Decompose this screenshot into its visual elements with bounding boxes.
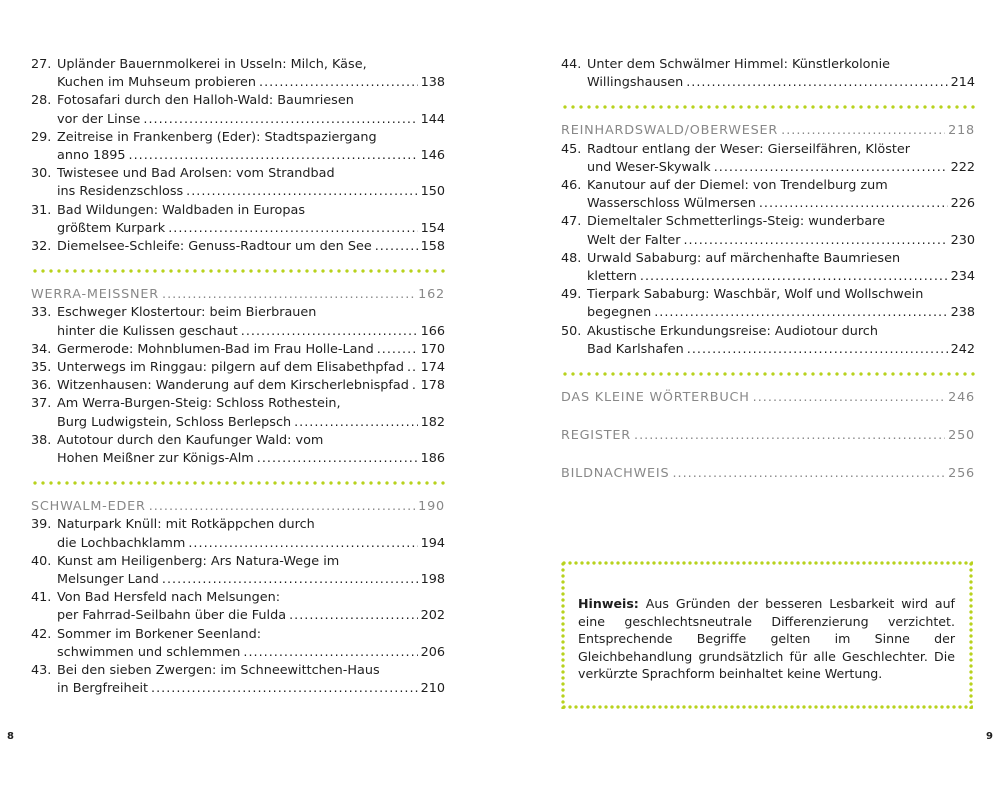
- leader-dots: [243, 644, 417, 662]
- entry-number: 42.: [31, 626, 52, 642]
- entry-number: 36.: [31, 378, 52, 394]
- entry-title-cont: Kuchen im Muhseum probieren: [57, 75, 257, 91]
- entry-title: Unterwegs im Ringgau: pilgern auf dem Elisabethpfad: [57, 360, 404, 376]
- toc-entry[interactable]: [31, 202, 445, 238]
- toc-group: [31, 304, 445, 468]
- entry-title-cont: und Weser-Skywalk: [587, 159, 711, 175]
- entry-title-cont: Melsunger Land: [57, 572, 159, 588]
- leader-dots: [294, 414, 417, 432]
- entry-page: 154: [420, 220, 445, 236]
- entry-title: Kunst am Heiligenberg: Ars Natura-Wege im: [57, 553, 340, 569]
- leader-dots: [151, 680, 418, 698]
- entry-page: 230: [950, 232, 975, 248]
- appendix-bildnachweis[interactable]: [561, 465, 975, 483]
- spacer: [561, 407, 975, 427]
- entry-title: Unter dem Schwälmer Himmel: Künstlerkolonie: [587, 57, 891, 72]
- entry-title: Diemeltaler Schmetterlings-Steig: wunderbare: [587, 214, 886, 230]
- leader-dots: [143, 111, 417, 129]
- leader-dots: [162, 286, 415, 304]
- entry-page: 214: [950, 75, 975, 91]
- toc-entry[interactable]: [561, 323, 975, 359]
- entry-page: 170: [420, 341, 445, 357]
- toc-entry[interactable]: [31, 553, 445, 589]
- entry-title-cont: hinter die Kulissen geschaut: [57, 323, 238, 339]
- entry-number: 43.: [31, 663, 52, 679]
- toc-entry[interactable]: [31, 395, 445, 431]
- leader-dots: [640, 268, 948, 286]
- entry-title: Am Werra-Burgen-Steig: Schloss Rothestein,: [57, 396, 341, 412]
- entry-title-cont: Bad Karlshafen: [587, 341, 684, 357]
- entry-title: Zeitreise in Frankenberg (Eder): Stadtspaziergang: [57, 129, 377, 145]
- toc-group: [31, 56, 445, 256]
- leader-dots: [759, 195, 948, 213]
- toc-left-column: [31, 56, 445, 699]
- entry-page: 194: [420, 535, 445, 551]
- leader-dots: [753, 389, 946, 407]
- entry-page: 202: [420, 608, 445, 624]
- section-title: SCHWALM-EDER: [31, 499, 146, 515]
- entry-title-cont: per Fahrrad-Seilbahn über die Fulda: [57, 608, 287, 624]
- leader-dots: [377, 341, 418, 359]
- toc-entry[interactable]: [561, 213, 975, 249]
- appendix-page: 256: [948, 466, 975, 482]
- leader-dots: [714, 159, 948, 177]
- entry-title-cont: Welt der Falter: [587, 232, 681, 248]
- section-page: 190: [418, 499, 445, 515]
- entry-page: 146: [420, 148, 445, 164]
- toc-entry[interactable]: [561, 141, 975, 177]
- entry-title: Upländer Bauernmolkerei in Usseln: Milch, Käse,: [57, 57, 367, 72]
- entry-page: 198: [420, 572, 445, 588]
- entry-number: 38.: [31, 432, 52, 448]
- leader-dots: [188, 535, 417, 553]
- hinweis-body: Aus Gründen der besseren Lesbarkeit wird auf eine geschlechtsneutrale Differenzierung verzichtet. Entsprechende Begriffe gelten im Sinne der Gleichbehandlung grundsätzlich für alle Geschlechter. Die verkürzte Sprachform beinhaltet keine Wertung.: [578, 596, 955, 681]
- dotted-divider: [561, 372, 975, 376]
- entry-number: 29.: [31, 129, 52, 145]
- entry-title-cont: vor der Linse: [57, 111, 141, 127]
- entry-page: 226: [950, 196, 975, 212]
- entry-number: 31.: [31, 202, 52, 218]
- dotted-divider: [31, 481, 445, 485]
- leader-dots: [781, 122, 945, 140]
- entry-title: Twistesee und Bad Arolsen: vom Strandbad: [57, 166, 335, 182]
- entry-title: Autotour durch den Kaufunger Wald: vom: [57, 432, 324, 448]
- section-heading-werra-meissner[interactable]: [31, 286, 445, 304]
- section-page: 162: [418, 287, 445, 303]
- entry-title-cont: größtem Kurpark: [57, 220, 166, 236]
- appendix-woerterbuch[interactable]: [561, 389, 975, 407]
- toc-entry[interactable]: [31, 129, 445, 165]
- entry-title: Germerode: Mohnblumen-Bad im Frau Holle-Land: [57, 341, 374, 357]
- entry-page: 158: [420, 239, 445, 255]
- entry-number: 30.: [31, 166, 52, 182]
- toc-entry[interactable]: [561, 177, 975, 213]
- leader-dots: [407, 359, 418, 377]
- entry-number: 47.: [561, 214, 582, 230]
- appendix-title: BILDNACHWEIS: [561, 466, 670, 482]
- entry-title: Radtour entlang der Weser: Gierseilfähren, Klöster: [587, 141, 911, 157]
- page-number-left: 8: [7, 731, 14, 742]
- entry-number: 46.: [561, 178, 582, 194]
- toc-entry[interactable]: [561, 56, 975, 92]
- leader-dots: [672, 465, 945, 483]
- entry-number: 32.: [31, 239, 52, 255]
- leader-dots: [241, 323, 418, 341]
- leader-dots: [634, 427, 945, 445]
- entry-title: Sommer im Borkener Seenland:: [57, 626, 262, 642]
- dotted-divider: [31, 269, 445, 273]
- toc-entry[interactable]: [31, 238, 445, 256]
- entry-title: Fotosafari durch den Halloh-Wald: Baumriesen: [57, 93, 354, 109]
- leader-dots: [289, 607, 418, 625]
- hinweis-box: [561, 561, 973, 709]
- toc-entry[interactable]: [31, 304, 445, 340]
- toc-entry[interactable]: [31, 589, 445, 625]
- leader-dots: [129, 147, 418, 165]
- entry-number: 27.: [31, 57, 52, 72]
- entry-page: 144: [420, 111, 445, 127]
- section-heading-reinhardswald[interactable]: [561, 122, 975, 140]
- entry-number: 37.: [31, 396, 52, 412]
- section-title: WERRA-MEISSNER: [31, 287, 159, 303]
- entry-title: Bad Wildungen: Waldbaden in Europas: [57, 202, 305, 218]
- entry-title-cont: Wasserschloss Wülmersen: [587, 196, 756, 212]
- entry-title: Akustische Erkundungsreise: Audiotour durch: [587, 323, 878, 339]
- entry-number: 41.: [31, 590, 52, 606]
- entry-title: Tierpark Sababurg: Waschbär, Wolf und Wollschwein: [587, 287, 924, 303]
- leader-dots: [162, 571, 418, 589]
- leader-dots: [168, 220, 417, 238]
- entry-number: 40.: [31, 553, 52, 569]
- entry-page: 150: [420, 184, 445, 200]
- entry-title-cont: Burg Ludwigstein, Schloss Berlepsch: [57, 414, 292, 430]
- entry-title-cont: ins Residenzschloss: [57, 184, 184, 200]
- entry-number: 50.: [561, 323, 582, 339]
- entry-page: 166: [420, 323, 445, 339]
- entry-page: 178: [420, 378, 445, 394]
- entry-title: Von Bad Hersfeld nach Melsungen:: [57, 590, 281, 606]
- entry-number: 35.: [31, 360, 52, 376]
- leader-dots: [257, 450, 418, 468]
- toc-group: [561, 141, 975, 359]
- hinweis-label: Hinweis:: [578, 596, 639, 611]
- section-page: 218: [948, 123, 975, 139]
- entry-number: 33.: [31, 305, 52, 321]
- entry-page: 234: [950, 269, 975, 285]
- entry-title-cont: Hohen Meißner zur Königs-Alm: [57, 451, 254, 467]
- entry-number: 48.: [561, 250, 582, 266]
- leader-dots: [186, 183, 417, 201]
- dotted-divider: [561, 105, 975, 109]
- entry-page: 210: [420, 681, 445, 697]
- entry-title-cont: anno 1895: [57, 148, 126, 164]
- leader-dots: [686, 74, 947, 92]
- toc-entry[interactable]: [561, 250, 975, 286]
- toc-entry[interactable]: [31, 432, 445, 468]
- toc-group: [31, 516, 445, 698]
- entry-title: Eschweger Klostertour: beim Bierbrauen: [57, 305, 317, 321]
- entry-page: 138: [420, 75, 445, 91]
- toc-entry[interactable]: [31, 359, 445, 377]
- entry-page: 242: [950, 341, 975, 357]
- entry-title: Urwald Sababurg: auf märchenhafte Baumriesen: [587, 250, 901, 266]
- entry-page: 182: [420, 414, 445, 430]
- entry-number: 34.: [31, 341, 52, 357]
- appendix-page: 246: [948, 390, 975, 406]
- entry-title-cont: klettern: [587, 269, 637, 285]
- toc-group: [561, 56, 975, 92]
- page-number-right: 9: [986, 731, 993, 742]
- leader-dots: [149, 498, 415, 516]
- toc-entry[interactable]: [31, 56, 445, 92]
- entry-title: Naturpark Knüll: mit Rotkäppchen durch: [57, 517, 315, 533]
- entry-title: Kanutour auf der Diemel: von Trendelburg zum: [587, 178, 888, 194]
- entry-title-cont: schwimmen und schlemmen: [57, 644, 241, 660]
- entry-title: Diemelsee-Schleife: Genuss-Radtour um den See: [57, 239, 372, 255]
- toc-entry[interactable]: [31, 662, 445, 698]
- entry-page: 174: [420, 360, 445, 376]
- appendix-title: REGISTER: [561, 428, 631, 444]
- leader-dots: [687, 341, 948, 359]
- appendix-register[interactable]: [561, 427, 975, 445]
- toc-right-column: [561, 56, 975, 484]
- toc-entry[interactable]: [31, 92, 445, 128]
- entry-number: 49.: [561, 287, 582, 303]
- entry-number: 44.: [561, 57, 582, 72]
- leader-dots: [259, 74, 418, 92]
- toc-entry[interactable]: [561, 286, 975, 322]
- entry-page: 206: [420, 644, 445, 660]
- section-heading-schwalm-eder[interactable]: [31, 498, 445, 516]
- entry-title-cont: in Bergfreiheit: [57, 681, 149, 697]
- leader-dots: [654, 304, 947, 322]
- section-title: REINHARDSWALD/OBERWESER: [561, 123, 779, 139]
- leader-dots: [375, 238, 418, 256]
- entry-number: 45.: [561, 141, 582, 157]
- appendix-title: DAS KLEINE WÖRTERBUCH: [561, 390, 750, 406]
- leader-dots: [683, 232, 947, 250]
- toc-entry[interactable]: [31, 341, 445, 359]
- entry-title: Witzenhausen: Wanderung auf dem Kirscherlebnispfad: [57, 378, 409, 394]
- hinweis-text: [578, 595, 955, 683]
- entry-page: 186: [420, 451, 445, 467]
- entry-number: 39.: [31, 517, 52, 533]
- toc-entry[interactable]: [31, 377, 445, 395]
- appendix-page: 250: [948, 428, 975, 444]
- entry-number: 28.: [31, 93, 52, 109]
- toc-entry[interactable]: [31, 516, 445, 552]
- entry-title: Bei den sieben Zwergen: im Schneewittchen-Haus: [57, 663, 380, 679]
- entry-title-cont: die Lochbachklamm: [57, 535, 186, 551]
- toc-entry[interactable]: [31, 626, 445, 662]
- entry-page: 238: [950, 305, 975, 321]
- entry-title-cont: begegnen: [587, 305, 652, 321]
- spacer: [561, 445, 975, 465]
- toc-entry[interactable]: [31, 165, 445, 201]
- entry-page: 222: [950, 159, 975, 175]
- leader-dots: [412, 377, 418, 395]
- entry-title-cont: Willingshausen: [587, 75, 684, 91]
